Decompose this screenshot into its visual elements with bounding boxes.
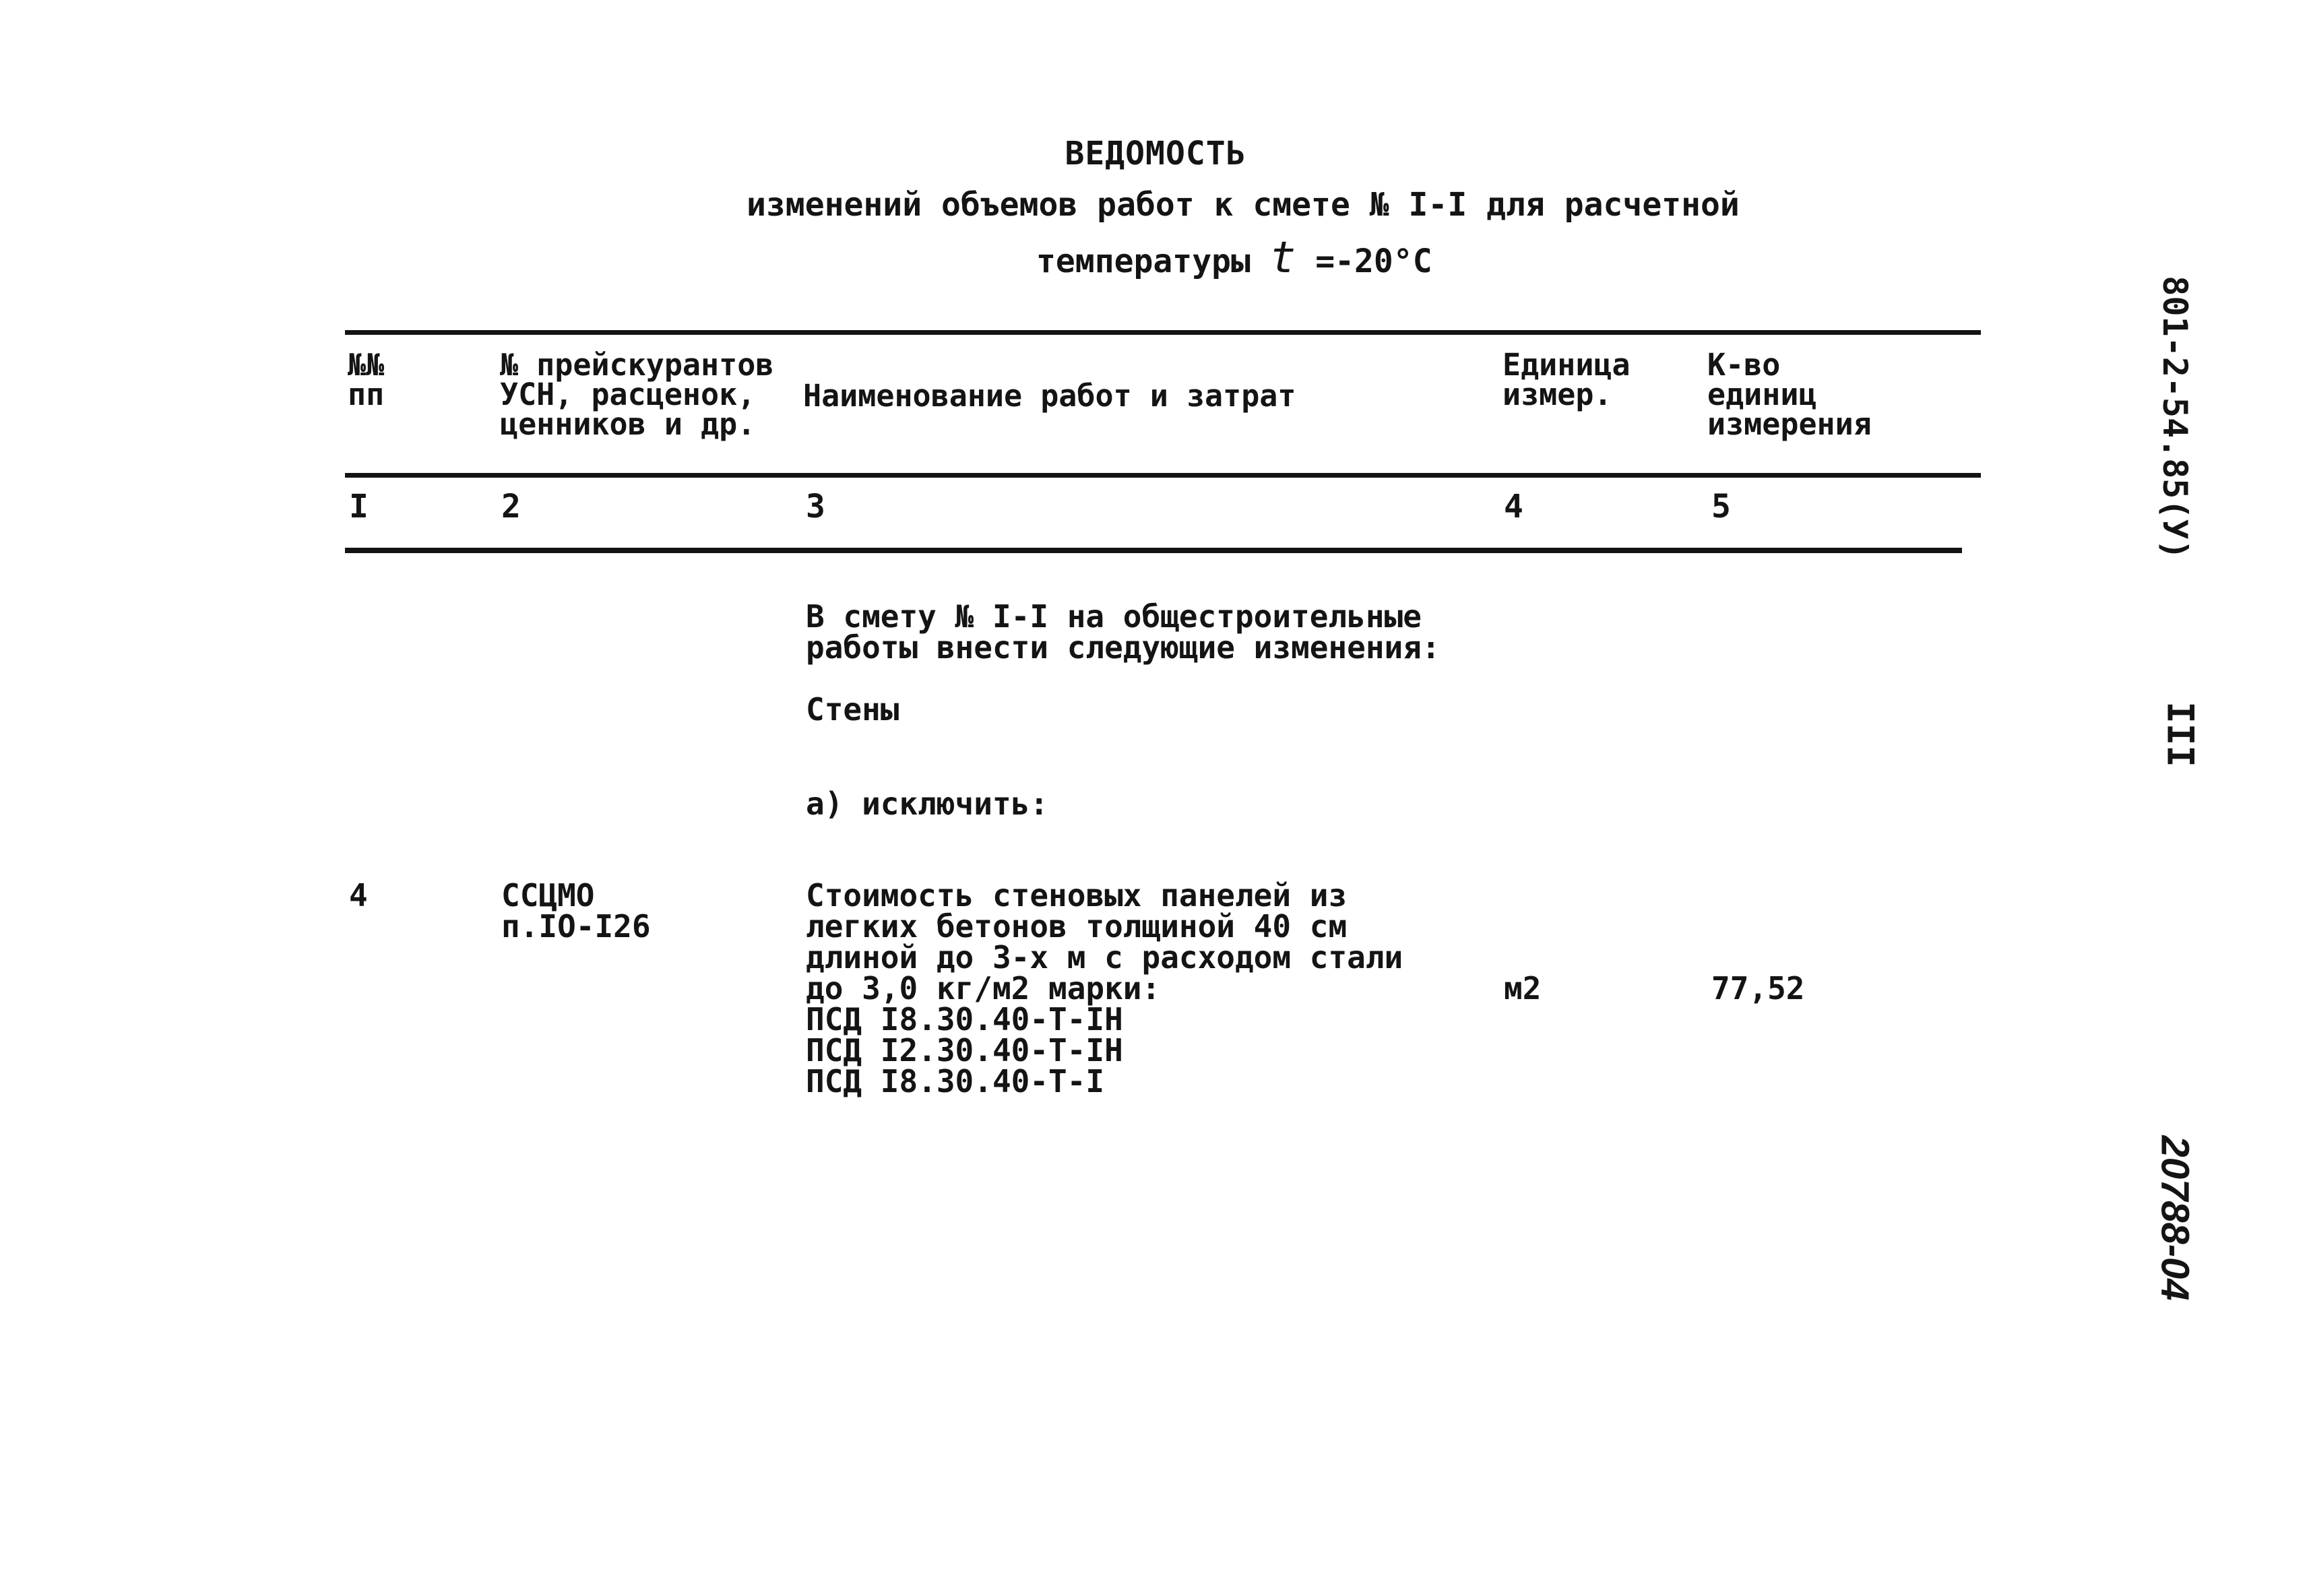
- colnum-2: 2: [501, 488, 521, 525]
- header-col-3: Наименование работ и затрат: [803, 378, 1296, 414]
- colnum-1: I: [349, 488, 369, 525]
- side-section-number: III: [2159, 701, 2202, 767]
- side-registration-number: 20788-04: [2153, 1135, 2197, 1301]
- temperature-value: =-20°C: [1296, 243, 1432, 280]
- row-reference: ССЦМО п.IO-I26: [501, 877, 651, 945]
- header-col-4: Единица измер.: [1502, 347, 1631, 412]
- temperature-variable: t: [1269, 233, 1296, 283]
- row-description: Стоимость стеновых панелей из легких бетонов толщиной 40 см длиной до 3-х м с расходом стали до 3,0 кг/м2 марки: ПСД I8.30.40-Т-IН ПСД I2.30.40-Т-IН ПСД I8.30.40-Т-I: [806, 877, 1403, 1099]
- row-quantity: 77,52: [1711, 970, 1805, 1007]
- row-number: 4: [349, 877, 368, 914]
- table-top-rule: [345, 330, 1981, 335]
- subsection-heading: а) исключить:: [806, 786, 1049, 822]
- colnum-3: 3: [806, 488, 825, 525]
- intro-text: В смету № I-I на общестроительные работы внести следующие изменения:: [806, 598, 1441, 666]
- document-subtitle: изменений объемов работ к смете № I-I для расчетной: [747, 186, 1740, 224]
- colnum-5: 5: [1711, 488, 1731, 525]
- table-header-rule: [345, 473, 1981, 478]
- document-subtitle-temperature: [1036, 233, 1432, 283]
- colnum-4: 4: [1504, 488, 1523, 525]
- document-title: ВЕДОМОСТЬ: [1065, 135, 1246, 172]
- header-col-5: К-во единиц измерения: [1707, 347, 1872, 442]
- header-col-2: № прейскурантов УСН, расценок, ценников и др.: [500, 347, 774, 442]
- temperature-prefix: температуры: [1036, 243, 1270, 280]
- side-document-code: 801-2-54.85(У): [2155, 276, 2194, 560]
- row-unit: м2: [1504, 970, 1542, 1007]
- table-colnum-rule: [345, 548, 1962, 553]
- section-heading: Стены: [806, 691, 899, 728]
- header-col-1: №№ пп: [348, 347, 385, 412]
